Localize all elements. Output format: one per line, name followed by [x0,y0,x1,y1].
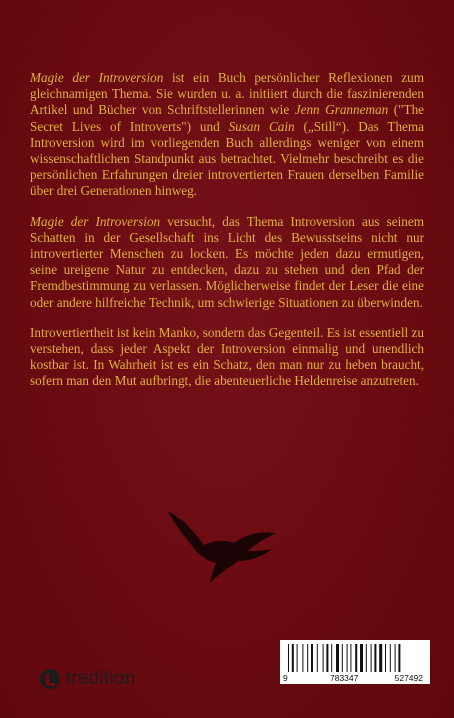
book-title-mention: Magie der Introversion [30,70,164,85]
isbn-group-right: 527492 [394,672,423,683]
barcode-bar [350,644,351,672]
barcode-bar [398,644,400,672]
isbn-group-left: 783347 [329,672,359,683]
swallow-icon [160,505,280,585]
barcode-bar [292,644,294,672]
barcode-bar [307,644,308,672]
book-title-mention: Magie der Introversion [30,213,161,229]
barcode-bar [302,644,303,672]
barcode-bar [360,644,363,672]
barcode-bar [374,644,376,672]
blurb-text-span: („Still“). Das Thema Introversion wird im vorliegenden Buch allerdings weniger von einem wissenschaftlichen Standpunkt aus betrachtet. Vielmehr beschreibt es die persönlichen Erfahrungen dreier introvertierten Frauen derselben Familie über drei Generationen hinweg. [30,118,425,199]
barcode-bar [317,644,318,672]
blurb-text-span: ist ein Buch persönlicher Reflexionen zum gleichnamigen Thema. Sie wurden u. a. initiiert durch die faszinierenden Artikel und Bücher von Schriftstellerinnen wie [30,70,424,118]
barcode-bar [288,644,289,672]
barcode-bar [336,644,339,672]
barcode-bar [331,644,332,672]
blurb-text-span: versucht, das Thema Introversion aus seinem Schatten in der Gesellschaft ins Licht des Bewusstseins nicht nur introvertierter Menschen zu locken. Es möchte jeden dazu ermutigen, seine ureigene Natur zu entdecken, dazu zu stehen und den Pfad der Fremdbestimmung zu verlassen. Möglicherweise findet der Leser die eine oder andere hilfreiche Technik, um schwierige Situationen zu überwinden. [30,213,424,310]
author-mention: Susan Cain [228,118,295,134]
blurb-paragraph-3: Introvertiertheit ist kein Manko, sondern das Gegenteil. Es ist essentiell zu verstehen, dass jeder Aspekt der Introversion einmalig und unendlich kostbar ist. In Wahrheit ist es ein Schatz, den man nur zu heben braucht, sofern man den Mut aufbringt, die abenteuerliche Heldenreise anzutreten. [30,324,424,389]
barcode-bar [297,644,298,672]
blurb-paragraph-1 [30,70,424,200]
blurb-text [30,70,424,404]
barcode-bar [371,644,372,672]
barcode-bar [323,644,324,672]
barcode-bar [355,644,357,672]
barcode-bar [390,644,391,672]
barcode-bar [385,644,386,672]
barcode-bar [347,644,348,672]
barcode-bar [366,644,367,672]
barcode-bars [288,644,422,672]
barcode-bar [379,644,382,672]
publisher-logo [40,668,135,690]
barcode-bar [395,644,396,672]
barcode-bar [311,644,313,672]
blurb-paragraph-2 [30,214,424,311]
author-mention: Jenn Granneman [294,102,389,118]
barcode-bar [342,644,343,672]
isbn-barcode [280,640,430,684]
blurb-text-span: ("The Secret Lives of Introverts") und [30,102,425,134]
publisher-name: tredition [66,668,136,689]
isbn-digits [283,672,429,683]
tredition-logo-icon [40,669,60,689]
barcode-bar [326,644,328,672]
isbn-lead-digit: 9 [283,672,288,683]
